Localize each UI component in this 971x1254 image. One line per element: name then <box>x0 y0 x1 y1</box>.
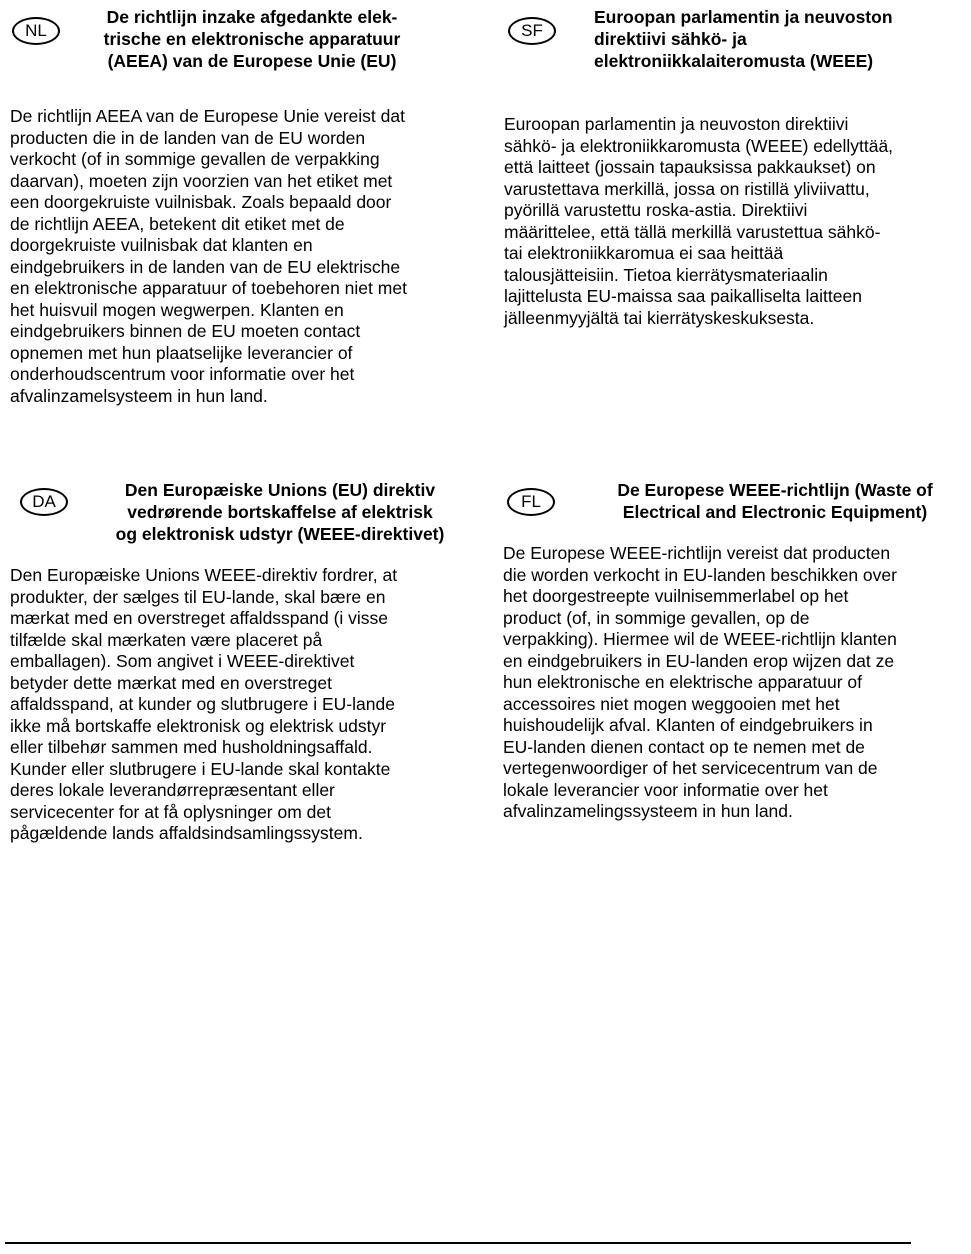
section-title: Euroopan parlamentin ja neuvoston direktiivi sähkö- ja elektroniikkalaiteromusta (WEEE) <box>594 7 893 71</box>
section-fl <box>503 479 965 823</box>
section-body: Euroopan parlamentin ja neuvoston direktiivi sähkö- ja elektroniikkaromusta (WEEE) edellyttää, että laitteet (jossain tapauksissa pakkaukset) on varustettava merkillä, jossa on ristillä yliviivattu, pyörillä varustettu roska-astia. Direktiivi määrittelee, että tällä merkillä varustettua sähkö- tai elektroniikkaromua ei saa heittää talousjätteisiin. Tietoa kierrätysmateriaalin lajittelusta EU-maissa saa paikalliselta laitteen jälleenmyyjältä tai kierrätyskeskuksesta. <box>504 114 894 328</box>
section-header <box>10 6 470 76</box>
section-header <box>504 6 966 76</box>
section-title: Den Europæiske Unions (EU) direktiv vedrørende bortskaffelse af elektrisk og elektronisk udstyr (WEEE-direktivet) <box>115 480 445 544</box>
language-badge-nl: NL <box>12 17 60 45</box>
section-header <box>10 479 470 545</box>
footer-rule <box>5 1242 911 1244</box>
section-sf <box>504 6 966 329</box>
section-body: De Europese WEEE-richtlijn vereist dat producten die worden verkocht in EU-landen beschikken over het doorgestreepte vuilnisemmerlabel op het product (of, in sommige gevallen, op de verpakking). Hiermee wil de WEEE-richtlijn klanten en eindgebruikers in EU-landen erop wijzen dat ze hun elektronische en elektrische apparatuur of accessoires niet mogen weggooien met het huishoudelijk afval. Klanten of eindgebruikers in EU-landen dienen contact op te nemen met de vertegenwoordiger of het servicecentrum van de lokale leverancier voor informatie over het afvalinzamelingssysteem in hun land. <box>503 543 897 821</box>
language-badge-sf: SF <box>508 17 556 45</box>
language-badge-da: DA <box>20 488 68 516</box>
section-title: De Europese WEEE-richtlijn (Waste of Electrical and Electronic Equipment) <box>617 480 933 522</box>
section-nl <box>10 6 470 407</box>
language-badge-fl: FL <box>507 488 555 516</box>
section-body: Den Europæiske Unions WEEE-direktiv fordrer, at produkter, der sælges til EU-lande, skal bære en mærkat med en overstreget affaldsspand (i visse tilfælde skal mærkaten være placeret på emballagen). Som angivet i WEEE-direktivet betyder dette mærkat med en overstreget affaldsspand, at kunder og slutbrugere i EU-lande ikke må bortskaffe elektronisk og elektrisk udstyr eller tilbehør sammen med husholdningsaffald. Kunder eller slutbrugere i EU-lande skal kontakte deres lokale leverandørrepræsentant eller servicecenter for at få oplysninger om det pågældende lands affaldsindsamlingssystem. <box>10 565 398 843</box>
section-da <box>10 479 470 845</box>
section-header <box>503 479 965 523</box>
section-body: De richtlijn AEEA van de Europese Unie vereist dat producten die in de landen van de EU worden verkocht (of in sommige gevallen de verpakking daarvan), moeten zijn voorzien van het etiket met een doorgekruiste vuilnisbak. Zoals bepaald door de richtlijn AEEA, betekent dit etiket met de doorgekruiste vuilnisbak dat klanten en eindgebruikers in de landen van de EU elektrische en elektronische apparatuur of toebehoren niet met het huisvuil mogen wegwerpen. Klanten en eindgebruikers binnen de EU moeten contact opnemen met hun plaatselijke leverancier of onderhoudscentrum voor informatie over het afvalinzamelsysteem in hun land. <box>10 106 407 406</box>
section-title: De richtlijn inzake afgedankte elek- trische en elektronische apparatuur (AEEA) van de Europese Unie (EU) <box>103 7 401 71</box>
